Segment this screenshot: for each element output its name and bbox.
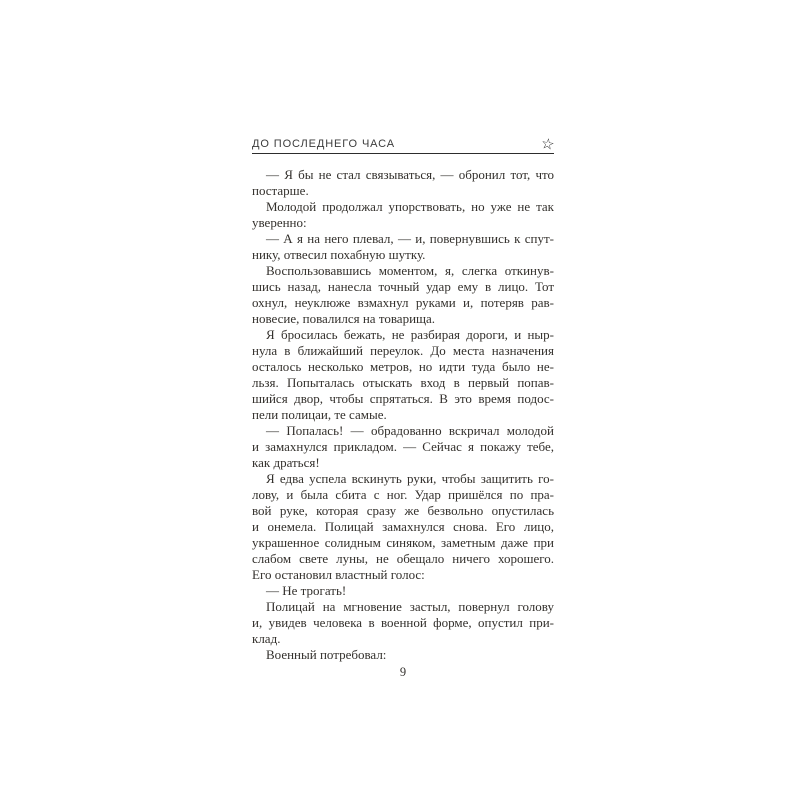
- text-line: Его остановил властный голос:: [252, 567, 425, 582]
- header-rule: [252, 153, 554, 154]
- text-line: Молодой продолжал упорствовать, но уже не так: [266, 199, 554, 214]
- page-number: 9: [399, 665, 407, 679]
- running-head: [252, 131, 554, 153]
- text-line: шись назад, нанесла точный удар ему в лицо. Тот: [252, 279, 554, 294]
- text-line: и онемела. Полицай замахнулся снова. Его лицо,: [252, 519, 554, 534]
- text-line: постарше.: [252, 183, 309, 198]
- running-head-title: ДО ПОСЛЕДНЕГО ЧАСА: [252, 138, 396, 150]
- text-line: охнул, неуклюже взмахнул руками и, потеряв рав-: [252, 295, 554, 310]
- text-line: Военный потребовал:: [266, 647, 387, 662]
- star-outline-icon: ☆: [539, 134, 556, 154]
- text-line: осталось несколько метров, но идти туда было не-: [252, 359, 554, 374]
- text-line: украшенное солидным синяком, заметным даже при: [252, 535, 554, 550]
- text-line: слабом свете луны, не обещало ничего хорошего.: [252, 551, 554, 566]
- text-line: уверенно:: [252, 215, 307, 230]
- text-line: вой руке, которая сразу же безвольно опустилась: [252, 503, 554, 518]
- text-line: Полицай на мгновение застыл, повернул голову: [266, 599, 554, 614]
- text-line: как драться!: [252, 455, 320, 470]
- text-line: — Не трогать!: [266, 583, 347, 598]
- text-line: пели полицаи, те самые.: [252, 407, 387, 422]
- text-line: Воспользовавшись моментом, я, слегка откинув-: [266, 263, 554, 278]
- text-line: нула в ближайший переулок. До места назначения: [252, 343, 554, 358]
- text-line: лову, и была сбита с ног. Удар пришёлся по пра-: [252, 487, 554, 502]
- text-line: клад.: [252, 631, 281, 646]
- text-line: шийся двор, чтобы спрятаться. В это время подос-: [252, 391, 554, 406]
- text-line: — А я на него плевал, — и, повернувшись к спут-: [266, 231, 554, 246]
- text-line: и, увидев человека в военной форме, опустил при-: [252, 615, 554, 630]
- text-line: Я едва успела вскинуть руки, чтобы защитить го-: [266, 471, 554, 486]
- text-line: новесие, повалился на товарища.: [252, 311, 436, 326]
- text-line: — Попалась! — обрадованно вскричал молодой: [266, 423, 554, 438]
- text-block: [252, 167, 554, 663]
- text-line: Я бросилась бежать, не разбирая дороги, и ныр-: [266, 327, 554, 342]
- text-line: нику, отвесил похабную шутку.: [252, 247, 426, 262]
- text-line: и замахнулся прикладом. — Сейчас я покажу тебе,: [252, 439, 554, 454]
- text-line: — Я бы не стал связываться, — обронил тот, что: [266, 167, 554, 182]
- text-line: льзя. Попыталась отыскать вход в первый попав-: [252, 375, 554, 390]
